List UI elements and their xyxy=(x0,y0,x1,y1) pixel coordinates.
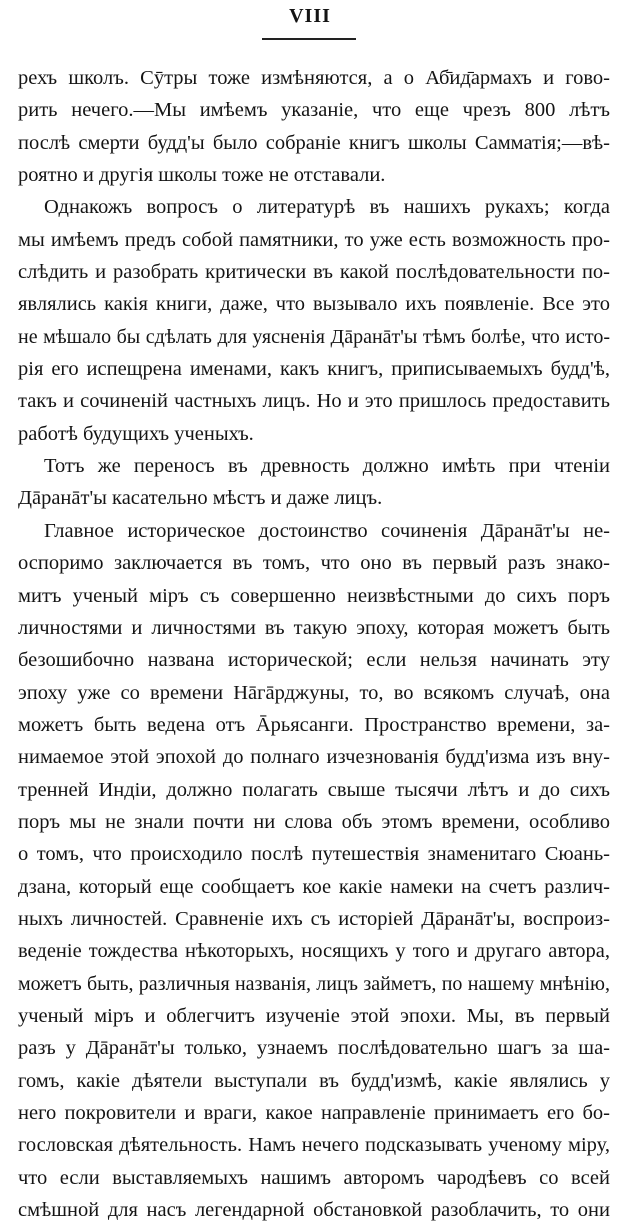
text-line: Главное историческое достоинство сочиненія Дāранāт'ы не- xyxy=(44,519,610,542)
text-line: митъ ученый міръ съ совершенно неизвѣстными до сихъ поръ xyxy=(18,584,610,607)
text-line: разъ у Дāранāт'ы только, узнаемъ послѣдовательно шагъ за ша- xyxy=(18,1037,610,1060)
header-rule xyxy=(262,38,356,40)
text-line: ныхъ личностей. Сравненіе ихъ съ исторіей Дāранāт'ы, воспроиз- xyxy=(18,907,610,930)
text-line: что если выставляемыхъ нашимъ авторомъ чародѣевъ со всей xyxy=(18,1166,610,1189)
text-line: ученый міръ и облегчитъ изученіе этой эпохи. Мы, въ первый xyxy=(18,1004,610,1027)
text-line: личностями и личностями въ такую эпоху, которая можетъ быть xyxy=(18,616,610,639)
text-line: послѣ смерти будд'ы было собраніе книгъ школы Самматія;—вѣ- xyxy=(18,131,610,154)
text-line: работѣ будущихъ ученыхъ. xyxy=(18,422,254,445)
text-line: тренней Индіи, должно полагать свыше тысячи лѣтъ и до сихъ xyxy=(18,778,610,801)
text-line: Тотъ же переносъ въ древность должно имѣть при чтеніи xyxy=(44,455,610,478)
text-line: Дāранāт'ы касательно мѣстъ и даже лицъ. xyxy=(18,487,383,510)
text-line: дзана, который еще сообщаетъ кое какіе намеки на счетъ различ- xyxy=(18,875,610,898)
text-line: не мѣшало бы сдѣлать для уясненія Дāранāт'ы тѣмъ болѣе, что исто- xyxy=(18,325,610,348)
text-line: можетъ быть ведена отъ Āрьясанги. Пространство времени, за- xyxy=(18,713,610,736)
text-line: веденіе тождества нѣкоторыхъ, носящихъ у того и другаго автора, xyxy=(18,940,610,963)
text-line: гословская дѣятельность. Намъ нечего подсказывать ученому міру, xyxy=(18,1134,610,1157)
page-number: VIII xyxy=(289,5,331,27)
text-line: рить нечего.—Мы имѣемъ указаніе, что еще чрезъ 800 лѣтъ xyxy=(18,99,610,122)
text-line: такъ и сочиненій частныхъ лицъ. Но и это пришлось предоставить xyxy=(18,390,610,413)
text-line: безошибочно названа исторической; если нельзя начинать эту xyxy=(18,649,610,672)
text-line: него покровители и враги, какое направленіе принимаетъ его бо- xyxy=(18,1102,610,1124)
body-text xyxy=(18,62,610,1226)
text-line: рехъ школъ. Сӯтры тоже измѣняются, а о Аб̄ид̄армахъ и гово- xyxy=(18,67,610,89)
text-line: поръ мы не знали почти ни слова объ этомъ времени, особливо xyxy=(18,810,610,833)
text-line: роятно и другія школы тоже не отставали. xyxy=(18,164,386,187)
text-line: являлись какія книги, даже, что вызывало ихъ появленіе. Все это xyxy=(18,293,610,316)
text-line: слѣдить и разобрать критически въ какой послѣдовательности по- xyxy=(18,261,610,284)
text-line: можетъ быть, различныя названія, лицъ займетъ, по нашему мнѣнію, xyxy=(18,972,610,995)
text-line: рія его испещрена именами, какъ книгъ, приписываемыхъ будд'ѣ, xyxy=(18,358,610,381)
text-line: смѣшной для насъ легендарной обстановкой разоблачить, то они xyxy=(18,1199,610,1222)
text-line: эпоху уже со времени Нāгāрджуны, то, во всякомъ случаѣ, она xyxy=(18,681,610,704)
text-line: оспоримо заключается въ томъ, что оно въ первый разъ знако- xyxy=(18,552,610,575)
text-line: Однакожъ вопросъ о литературѣ въ нашихъ рукахъ; когда xyxy=(44,196,610,219)
text-line: гомъ, какіе дѣятели выступали въ будд'измѣ, какіе являлись у xyxy=(18,1069,610,1092)
text-line: нимаемое этой эпохой до полнаго изчезнованія будд'изма изъ вну- xyxy=(18,746,610,769)
text-line: о томъ, что происходило послѣ путешествія знаменитаго Сюань- xyxy=(18,843,610,866)
text-line: мы имѣемъ предъ собой памятники, то уже есть возможность про- xyxy=(18,228,610,251)
